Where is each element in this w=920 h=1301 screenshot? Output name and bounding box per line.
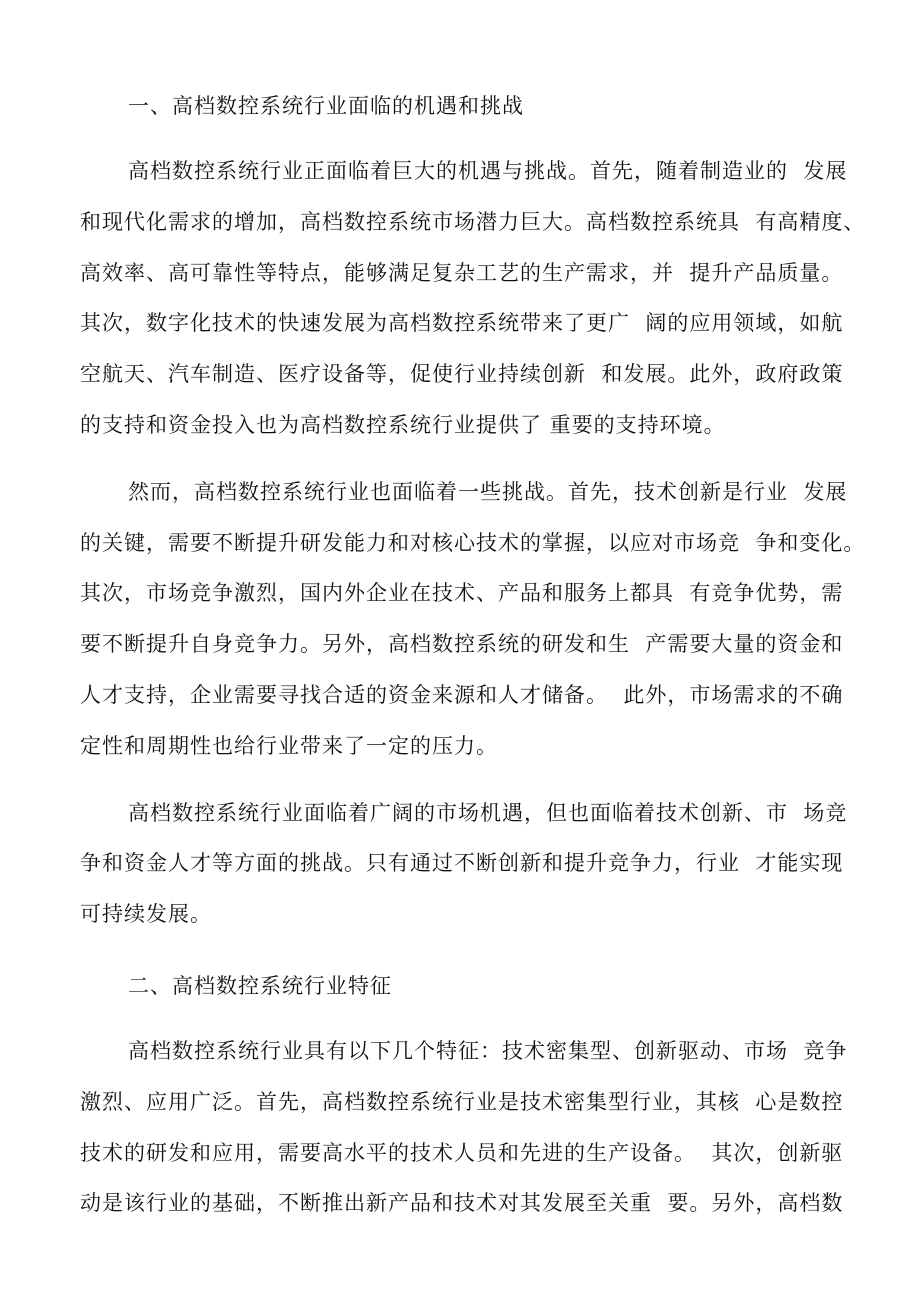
text-line: 其次，市场竞争激烈，国内外企业在技术、产品和服务上都具 有竞争优势，需 [80, 581, 844, 606]
text-line: 定性和周期性也给行业带来了一定的压力。 [80, 733, 498, 758]
section-heading-opportunities-challenges: 一、高档数控系统行业面临的机遇和挑战 [128, 94, 524, 118]
text-line: 空航天、汽车制造、医疗设备等，促使行业持续创新 和发展。此外，政府政策 [80, 362, 844, 387]
text-line: 高效率、高可靠性等特点，能够满足复杂工艺的生产需求，并 提升产品质量。 [80, 260, 844, 285]
text-line: 技术的研发和应用，需要高水平的技术人员和先进的生产设备。 其次，创新驱 [80, 1140, 844, 1165]
text-line: 的关键，需要不断提升研发能力和对核心技术的掌握，以应对市场竞 争和变化。 [80, 530, 866, 555]
paragraph-features [80, 1026, 850, 1229]
text-line: 激烈、应用广泛。首先，高档数控系统行业是技术密集型行业，其核 心是数控 [80, 1089, 844, 1114]
document-body [80, 84, 866, 1229]
text-line: 动是该行业的基础，不断推出新产品和技术对其发展至关重 要。另外，高档数 [80, 1191, 844, 1216]
text-line: 人才支持，企业需要寻找合适的资金来源和人才储备。 此外，市场需求的不确 [80, 682, 844, 707]
text-line: 的支持和资金投入也为高档数控系统行业提供了 重要的支持环境。 [80, 412, 726, 437]
text-line: 可持续发展。 [80, 902, 212, 927]
text-line: 高档数控系统行业面临着广阔的市场机遇，但也面临着技术创新、市 场竞 [128, 800, 848, 825]
section-heading-industry-features: 二、高档数控系统行业特征 [128, 973, 392, 998]
paragraph-challenges [80, 467, 866, 772]
paragraph-opportunities [80, 146, 866, 451]
text-line: 其次，数字化技术的快速发展为高档数控系统带来了更广 阔的应用领域，如航 [80, 311, 844, 336]
text-line: 高档数控系统行业正面临着巨大的机遇与挑战。首先，随着制造业的 发展 [128, 159, 848, 183]
text-line: 和现代化需求的增加，高档数控系统市场潜力巨大。高档数控系统具 有高精度、 [80, 209, 866, 234]
text-line: 要不断提升自身竞争力。另外，高档数控系统的研发和生 产需要大量的资金和 [80, 632, 844, 657]
text-line: 高档数控系统行业具有以下几个特征：技术密集型、创新驱动、市场 竞争 [128, 1038, 848, 1063]
text-line: 争和资金人才等方面的挑战。只有通过不断创新和提升竞争力，行业 才能实现 [80, 851, 844, 876]
text-line: 然而，高档数控系统行业也面临着一些挑战。首先，技术创新是行业 发展 [128, 479, 848, 504]
paragraph-summary [80, 788, 850, 940]
